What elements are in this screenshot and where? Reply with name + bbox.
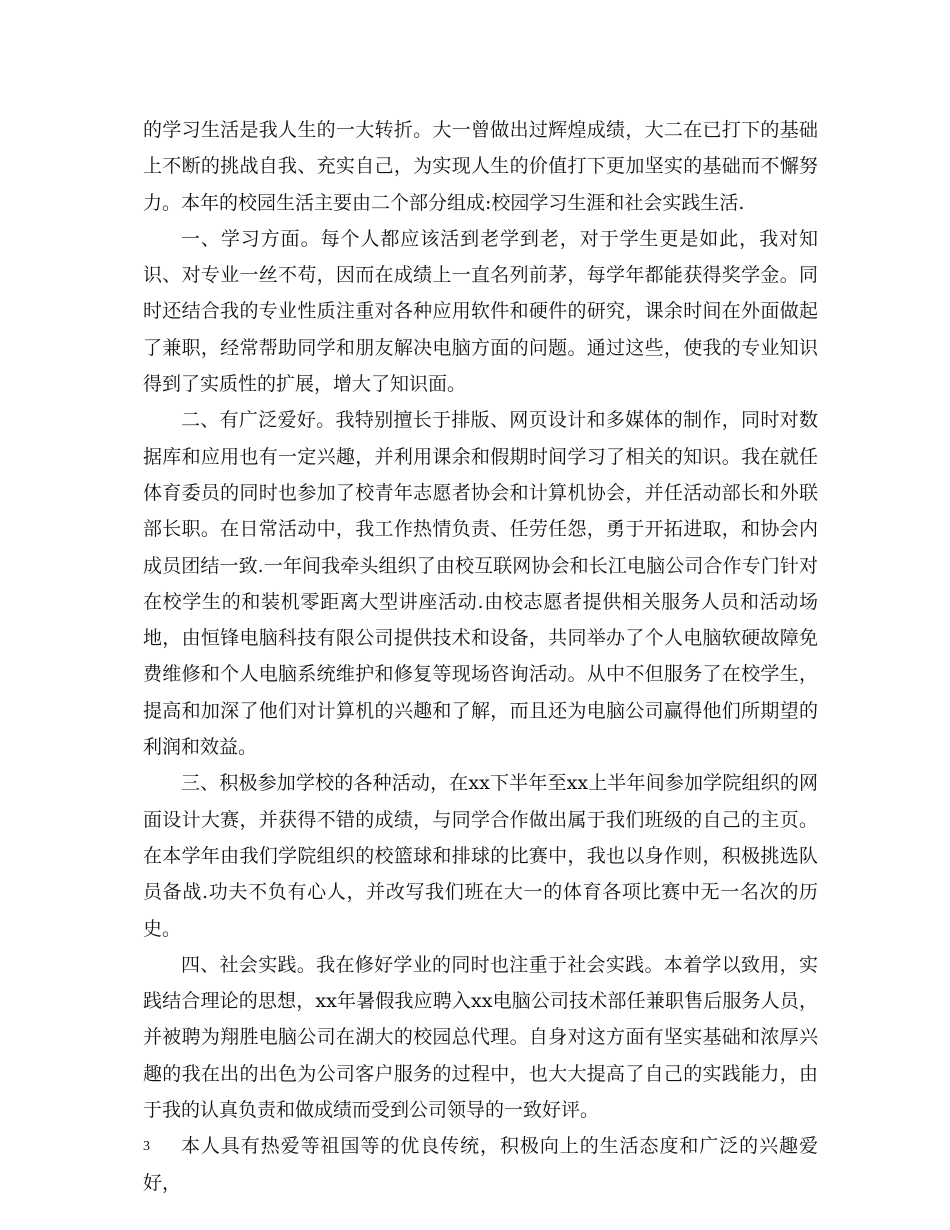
paragraph-activities: 三、积极参加学校的各种活动，在xx下半年至xx上半年间参加学院组织的网面设计大赛，并获得不错的成绩，与同学合作做出属于我们班级的自己的主页。在本学年由我们学院组织的校篮球和排球的比赛中，我也以身作则，积极挑选队员备战.功夫不负有心人，并改写我们班在大一的体育各项比赛中无一名次的历史。 xyxy=(143,772,818,940)
paragraph-social-practice: 四、社会实践。我在修好学业的同时也注重于社会实践。本着学以致用，实践结合理论的思想，xx年暑假我应聘入xx电脑公司技术部任兼职售后服务人员，并被聘为翔胜电脑公司在湖大的校园总代理。自身对这方面有坚实基础和浓厚兴趣的我在出的出色为公司客户服务的过程中，也大大提高了自己的实践能力，由于我的认真负责和做成绩而受到公司领导的一致好评。 xyxy=(143,953,818,1122)
paragraph-study: 一、学习方面。每个人都应该活到老学到老，对于学生更是如此，我对知识、对专业一丝不苟，因而在成绩上一直名列前茅，每学年都能获得奖学金。同时还结合我的专业性质注重对各种应用软件和硬件的研究，课余时间在外面做起了兼职，经常帮助同学和朋友解决电脑方面的问题。通过这些，使我的专业知识得到了实质性的扩展，增大了知识面。 xyxy=(143,227,818,396)
paragraph-continuation: 的学习生活是我人生的一大转折。大一曾做出过辉煌成绩，大二在已打下的基础上不断的挑战自我、充实自己，为实现人生的价值打下更加坚实的基础而不懈努力。本年的校园生活主要由二个部分组成:校园学习生涯和社会实践生活. xyxy=(143,119,818,214)
paragraph-hobbies: 二、有广泛爱好。我特别擅长于排版、网页设计和多媒体的制作，同时对数据库和应用也有一定兴趣，并利用课余和假期时间学习了相关的知识。我在就任体育委员的同时也参加了校青年志愿者协会和计算机协会，并任活动部长和外联部长职。在日常活动中，我工作热情负责、任劳任怨，勇于开拓进取，和协会内成员团结一致.一年间我牵头组织了由校互联网协会和长江电脑公司合作专门针对在校学生的和装机零距离大型讲座活动.由校志愿者提供相关服务人员和活动场地，由恒锋电脑科技有限公司提供技术和设备，共同举办了个人电脑软硬故障免费维修和个人电脑系统维护和修复等现场咨询活动。从中不但服务了在校学生，提高和加深了他们对计算机的兴趣和了解，而且还为电脑公司赢得他们所期望的利润和效益。 xyxy=(143,409,818,759)
page-number: 3 xyxy=(143,1139,150,1154)
paragraph-personal: 本人具有热爱等祖国等的优良传统，积极向上的生活态度和广泛的兴趣爱好， xyxy=(143,1135,818,1194)
body-text xyxy=(143,112,818,1201)
